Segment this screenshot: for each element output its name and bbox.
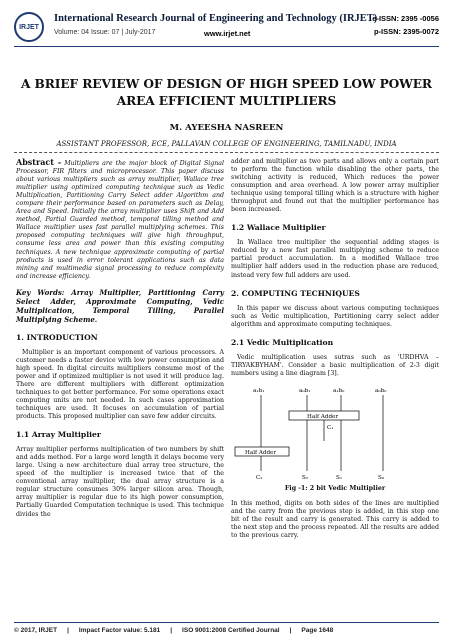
input-label-a1b1: a₁b₁	[253, 387, 265, 394]
vedic-paragraph: Vedic multiplication uses sutras such as 'URDHVA – TIRYAKBYHAM'. Consider a basic multiplication of 2-3 digit numbers using a line diagram [3].	[231, 353, 439, 377]
abstract-paragraph	[16, 158, 224, 281]
abstract-text: Multipliers are the major block of Digital Signal Processor, FIR filters and microprocessor. This paper discuss about various multipliers such as array multiplier, Wallace tree multiplier using optimized computing technique such as Vedic Multiplication, Partitioning Carry Select adder Algorithm and compare their performance based on parameters such as Delay, Area and Speed. Initially the array multiplier uses Shift and Add method, Partial Guarded method, temporal tilling method and Wallace multiplier uses fast parallel multiplying schemes. This proposed computing techniques will give high throughput, consume less area and power than this existing computing techniques. A new technique approximate computing of partial products is used in error tolerant applications such as data mining and multimedia signal processing to reduce complexity and increase efficiency.	[16, 160, 224, 280]
abstract-separator	[14, 152, 439, 153]
e-issn: e-ISSN: 2395 -0056	[372, 14, 439, 23]
wallace-paragraph: In Wallace tree multiplier the sequential adding stages is reduced by a new fast parallel multiplying scheme to reduce partial product accumulation. In a modified Wallace tree multiplier half adders used in the reduction phase are reduced, instead very few full adders are used.	[231, 239, 439, 279]
footer-impact-factor: Impact Factor value: 5.181	[78, 627, 161, 634]
output-label-c2: C₂	[256, 474, 263, 481]
output-label-s0: S₀	[378, 474, 385, 481]
author-name: M. AYEESHA NASREEN	[169, 123, 284, 133]
vedic-method-paragraph: In this method, digits on both sides of the lines are multiplied and the carry from the previous step is added, in this step one bit of the result and carry is generated. This carry is added to the next step and the process repeated. All the results are added to the previous carry.	[231, 499, 439, 540]
paper-title: A BRIEF REVIEW OF DESIGN OF HIGH SPEED LOW POWER AREA EFFICIENT MULTIPLIERS	[21, 77, 432, 108]
heading-computing-techniques: 2. COMPUTING TECHNIQUES	[231, 288, 360, 298]
footer-iso: ISO 9001:2008 Certified Journal	[182, 627, 280, 634]
computing-paragraph: In this paper we discuss about various computing techniques such as Vedic multiplication, Partitioning carry select adder algorithm and approximate computing techniques.	[231, 304, 439, 328]
p-issn: p-ISSN: 2395-0072	[373, 27, 439, 36]
input-label-a1b0: a₁b₀	[333, 387, 345, 394]
heading-wallace-multiplier: 1.2 Wallace Multiplier	[231, 223, 326, 233]
author-affiliation: ASSISTANT PROFESSOR, ECE, PALLAVAN COLLEGE OF ENGINEERING, TAMILNADU, INDIA	[56, 140, 397, 148]
heading-introduction: 1. INTRODUCTION	[16, 332, 98, 342]
heading-vedic-multiplication: 2.1 Vedic Multiplication	[231, 337, 334, 347]
half-adder-label-1: Half Adder	[307, 413, 339, 420]
input-label-a0b0: a₀b₀	[375, 387, 387, 394]
array-paragraph: Array multiplier performs multiplication of two numbers by shift and adds method. For a large word length it delays become very large. Using a new architecture dual array tree structure, the speed of the multiplier is increased twice that of the conventional array multiplier, the dual array structure is a regular structure consumes 30% larger silicon area. Though, array multiplier is regular due to its high power consumption, Partially Guarded Computation technique is used. This technique divides the	[16, 446, 224, 518]
intro-paragraph: Multiplier is an important component of various processors. A customer needs a faster device with low power consumption and high speed. In digital circuits multipliers consume most of the power and if optimized multiplier is not used it will produce lag. There are different multipliers with different optimization techniques to get better performance. For some operations exact computing units are not needed. In such cases approximation techniques are used. It focuses on accumulation of partial products. This proposed multiplier can save few adder circuits.	[16, 348, 224, 421]
vedic-multiplier-diagram	[231, 385, 439, 481]
journal-masthead	[14, 12, 439, 54]
header-rule	[14, 46, 439, 47]
keywords: Key Words: Array Multiplier, Partitioning Carry Select Adder, Approximate Computing, Vedic Multiplication, Temporal Tilling, Parallel Multiplying Scheme.	[16, 287, 224, 324]
page-footer	[14, 622, 439, 634]
abstract-label: Abstract -	[16, 157, 62, 167]
footer-divider: |	[170, 627, 173, 634]
journal-url: www.irjet.net	[204, 29, 251, 38]
journal-name: International Research Journal of Engineering and Technology (IRJET)	[54, 13, 378, 24]
footer-page-number: Page 1648	[301, 627, 334, 634]
half-adder-label-2: Half Adder	[245, 449, 277, 456]
footer-divider: |	[67, 627, 69, 634]
footer-divider: |	[289, 627, 292, 634]
heading-array-multiplier: 1.1 Array Multiplier	[16, 430, 101, 440]
output-label-s1: S₁	[336, 474, 343, 481]
figure-caption: Fig -1: 2 bit Vedic Multiplier	[284, 484, 386, 492]
volume-issue: Volume: 04 Issue: 07 | July-2017	[54, 29, 156, 36]
left-column	[16, 158, 224, 526]
journal-logo: IRJET	[14, 12, 44, 42]
input-label-a0b1: a₀b₁	[299, 387, 311, 394]
carry-label-c1: C₁	[327, 424, 334, 431]
array-continued-paragraph: adder and multiplier as two parts and allows only a certain part to perform the function while disabling the other parts, the switching activity is reduced, Which reduces the power consumption and area overhead. A low power array multiplier technique using temporal tilling which is a structure with higher throughput and found out that the multiplier performance has been increased.	[231, 158, 439, 214]
output-label-s2: S₂	[302, 474, 309, 481]
right-column	[231, 158, 439, 547]
footer-copyright: © 2017, IRJET	[14, 627, 58, 634]
